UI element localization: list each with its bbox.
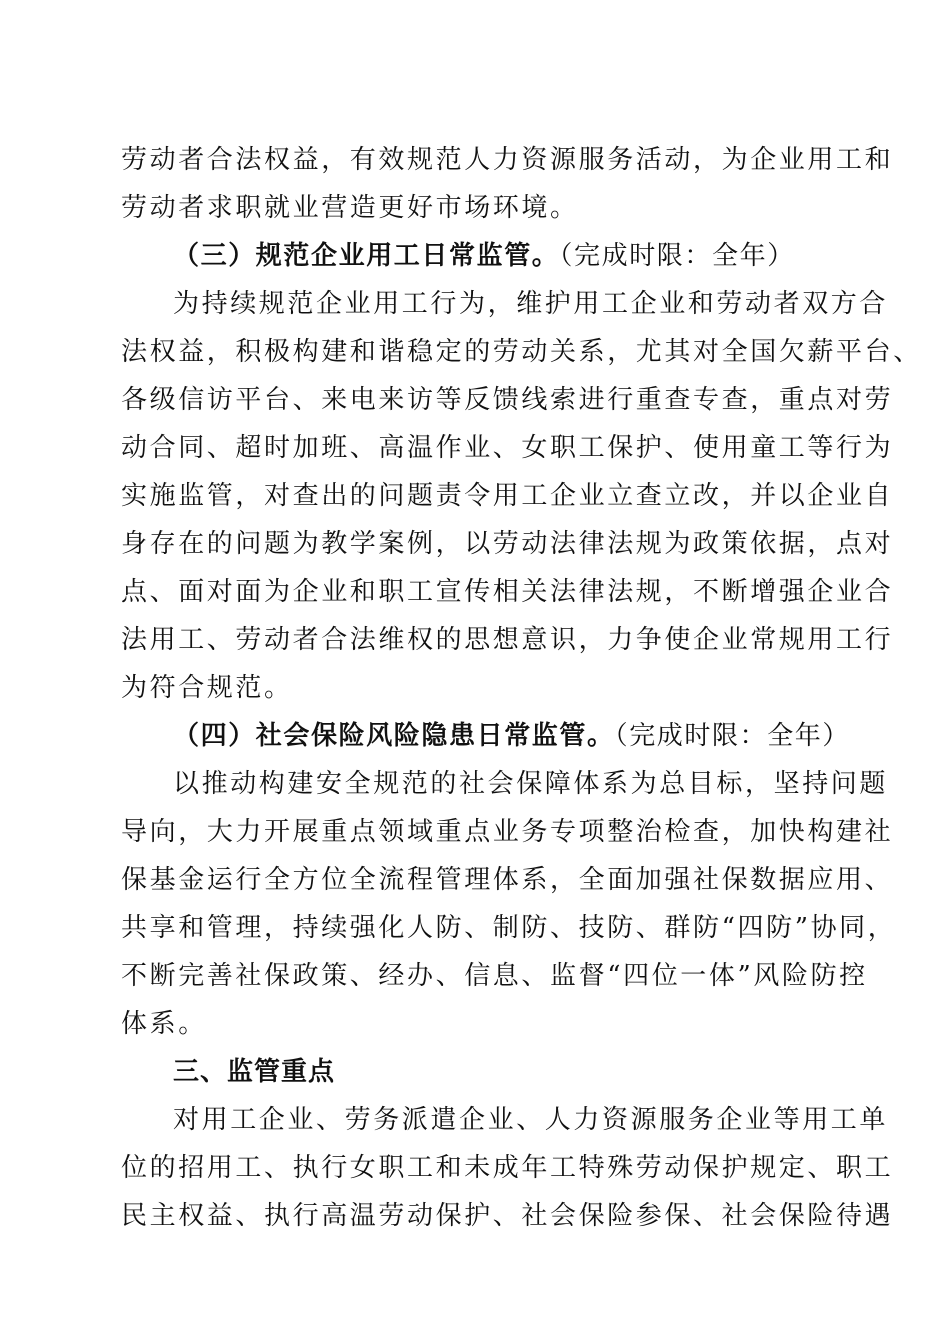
paragraph-line: 为持续规范企业用工行为，维护用工企业和劳动者双方合 <box>173 289 889 319</box>
paragraph-line: 导向，大力开展重点领域重点业务专项整治检查，加快构建社 <box>121 817 894 847</box>
paragraph-line: 法用工、劳动者合法维权的思想意识，力争使企业常规用工行 <box>121 625 894 655</box>
paragraph-line: 为符合规范。 <box>121 673 293 703</box>
paragraph-line: 点、面对面为企业和职工宣传相关法律法规，不断增强企业合 <box>121 577 894 607</box>
section-4-title: （四）社会保险风险隐患日常监管。 <box>173 721 615 751</box>
paragraph-line: 对用工企业、劳务派遣企业、人力资源服务企业等用工单 <box>173 1105 889 1135</box>
paragraph-line: 位的招用工、执行女职工和未成年工特殊劳动保护规定、职工 <box>121 1153 894 1183</box>
paragraph-line: 共享和管理，持续强化人防、制防、技防、群防“四防”协同， <box>121 913 897 943</box>
paragraph-line: 劳动者求职就业营造更好市场环境。 <box>121 193 579 223</box>
section-3-title: （三）规范企业用工日常监管。 <box>173 241 560 271</box>
paragraph-line: 实施监管，对查出的问题责令用工企业立查立改，并以企业自 <box>121 481 894 511</box>
section-3-deadline: （完成时限：全年） <box>559 241 795 271</box>
paragraph-line: 保基金运行全方位全流程管理体系，全面加强社保数据应用、 <box>121 865 894 895</box>
paragraph-line: 不断完善社保政策、经办、信息、监督“四位一体”风险防控 <box>121 961 868 991</box>
section-4-deadline: （完成时限：全年） <box>614 721 851 751</box>
paragraph-line: 劳动者合法权益，有效规范人力资源服务活动，为企业用工和 <box>121 145 894 175</box>
paragraph-line: 民主权益、执行高温劳动保护、社会保险参保、社会保险待遇 <box>121 1201 894 1231</box>
paragraph-line: 以推动构建安全规范的社会保障体系为总目标，坚持问题 <box>173 769 889 799</box>
section-3-heading <box>173 236 841 276</box>
paragraph-line: 体系。 <box>121 1009 207 1039</box>
paragraph-line: 法权益，积极构建和谐稳定的劳动关系，尤其对全国欠薪平台、 <box>121 337 922 367</box>
paragraph-line: 动合同、超时加班、高温作业、女职工保护、使用童工等行为 <box>121 433 894 463</box>
heading-3-title: 三、监管重点 <box>173 1057 336 1087</box>
paragraph-line: 身存在的问题为教学案例，以劳动法律法规为政策依据，点对 <box>121 529 894 559</box>
section-4-heading <box>173 716 851 756</box>
paragraph-line: 各级信访平台、来电来访等反馈线索进行重查专查，重点对劳 <box>121 385 894 415</box>
